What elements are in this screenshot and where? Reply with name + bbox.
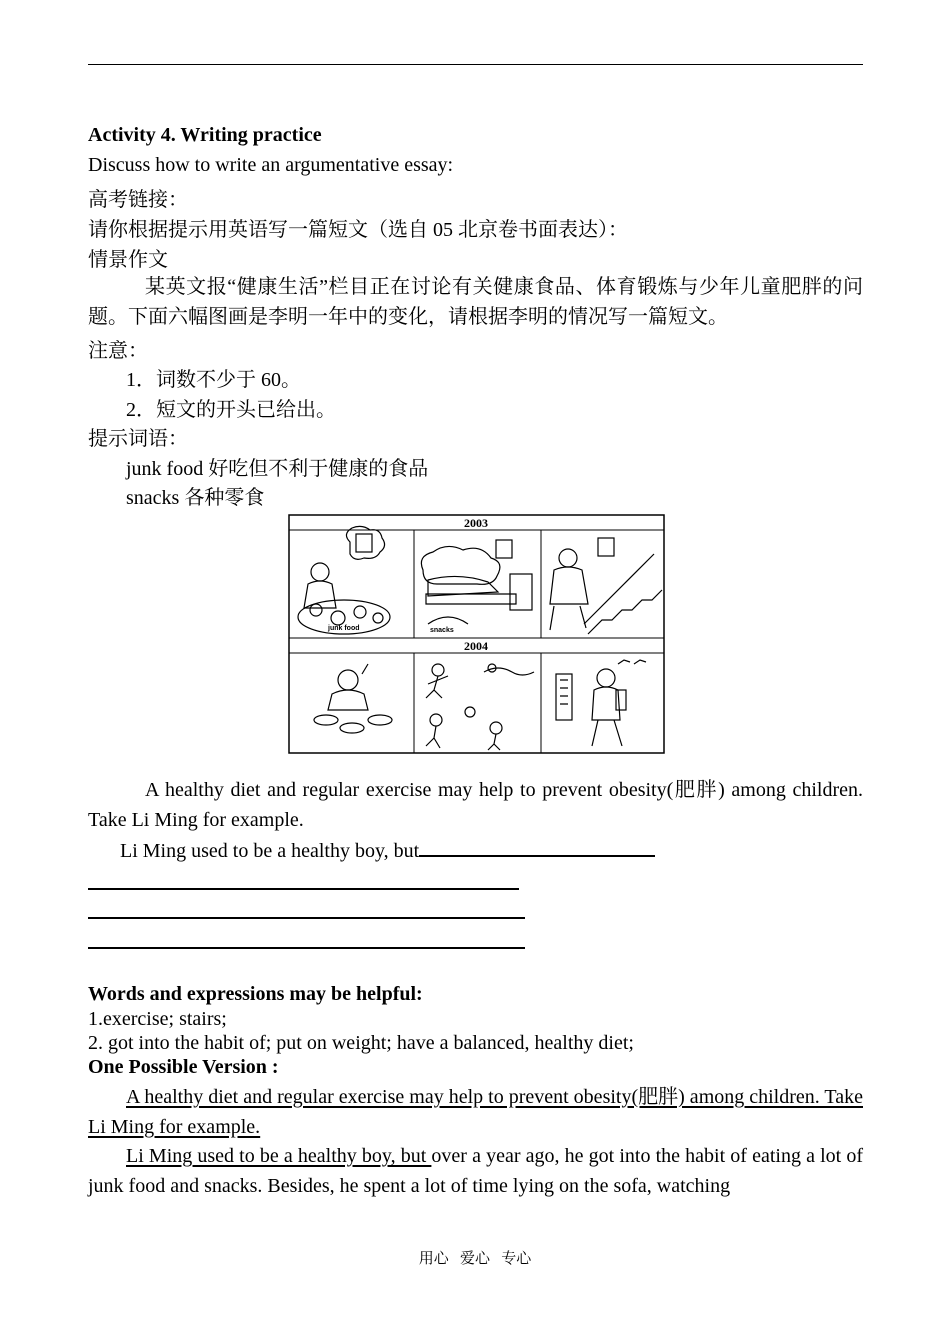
year-label-top: 2003 — [464, 516, 488, 530]
gaokao-link: 高考链接： — [88, 189, 188, 211]
version-p2-underlined: Li Ming used to be a healthy boy, but — [126, 1145, 432, 1167]
words-line-2: 2. got into the habit of; put on weight; have a balanced, healthy diet; — [88, 1032, 634, 1054]
prompt-start: Li Ming used to be a healthy boy, but — [120, 840, 420, 862]
hint-1: junk food 好吃但不利于健康的食品 — [126, 458, 429, 480]
version-heading: One Possible Version : — [88, 1056, 279, 1078]
scenario-text: 某英文报“健康生活”栏目正在讨论有关健康食品、体育锻炼与少年儿童肥胖的问题。下面六幅图画是李明一年中的变化，请根据李明的情况写一篇短文。 — [88, 276, 863, 328]
answer-blank-4[interactable] — [88, 927, 525, 949]
version-p2-rest: over a year ago, he got into the habit of eating a lot of junk food and snacks. Besides, he spent a lot of time lying on the sofa, watching — [88, 1145, 863, 1197]
label-snacks: snacks — [430, 627, 454, 634]
answer-blank-1[interactable] — [419, 837, 655, 857]
version-paragraph-2 — [88, 1141, 863, 1201]
label-junk-food: junk food — [328, 625, 360, 632]
hint-label: 提示词语： — [88, 428, 188, 450]
six-panel-illustration — [288, 514, 665, 754]
version-p1-text: A healthy diet and regular exercise may help to prevent obesity(肥胖) among children. Take Li Ming for example. — [88, 1086, 863, 1138]
activity-title: Activity 4. Writing practice — [88, 124, 322, 146]
header-rule — [88, 64, 863, 65]
year-label-bottom: 2004 — [464, 639, 488, 653]
opening-text: A healthy diet and regular exercise may help to prevent obesity(肥胖) among children. Take Li Ming for example. — [88, 779, 863, 831]
instruction: 请你根据提示用英语写一篇短文（选自 05 北京卷书面表达）： — [88, 219, 628, 241]
answer-blank-3[interactable] — [88, 897, 525, 919]
version-paragraph-1 — [88, 1082, 863, 1142]
scenario-label: 情景作文 — [88, 249, 168, 271]
page-footer: 用心 爱心 专心 — [418, 1251, 532, 1267]
answer-blank-2[interactable] — [88, 868, 519, 890]
words-line-1: 1.exercise; stairs; — [88, 1008, 227, 1030]
notes-label: 注意： — [88, 340, 148, 362]
hint-2: snacks 各种零食 — [126, 487, 265, 509]
words-heading: Words and expressions may be helpful: — [88, 983, 423, 1005]
prompt-start-line — [120, 837, 655, 863]
note-1: 1．词数不少于 60。 — [126, 369, 301, 391]
note-2: 2．短文的开头已给出。 — [126, 399, 336, 421]
discuss-line: Discuss how to write an argumentative essay: — [88, 154, 454, 176]
